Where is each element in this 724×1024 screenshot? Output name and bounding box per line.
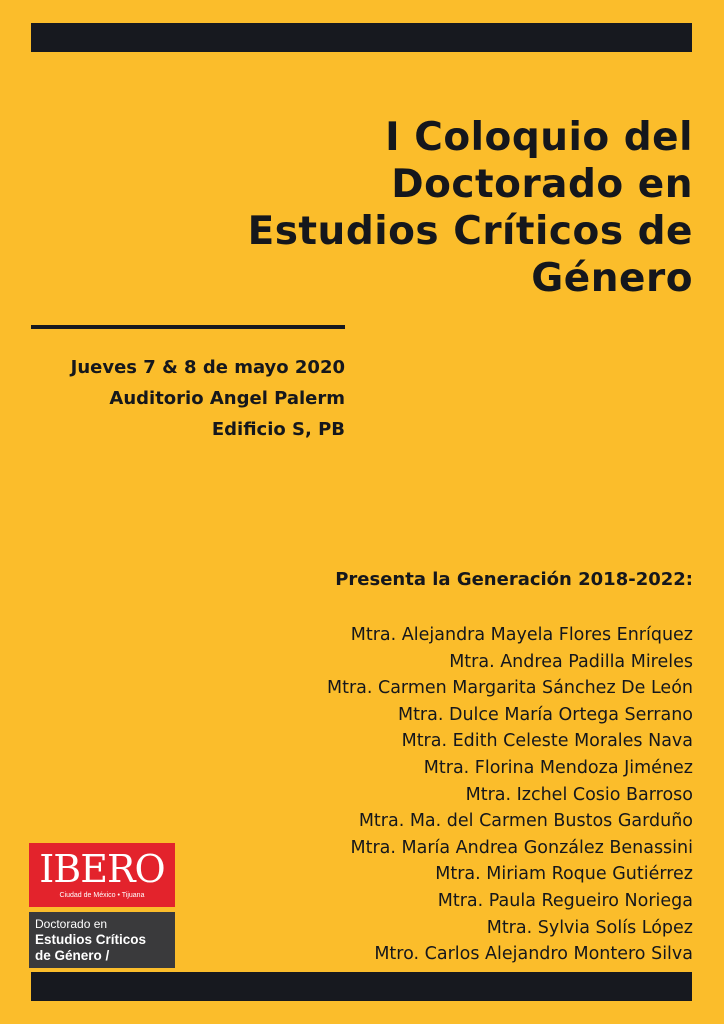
presenter-name: Mtro. Carlos Alejandro Montero Silva xyxy=(374,944,693,965)
top-bar xyxy=(31,23,692,52)
program-logo xyxy=(29,912,175,968)
ibero-subtitle: Ciudad de México • Tijuana xyxy=(59,892,145,899)
presenter-name: Mtra. Alejandra Mayela Flores Enríquez xyxy=(350,625,693,645)
event-details xyxy=(20,352,345,445)
program-line-1: Doctorado en xyxy=(35,917,108,931)
ibero-wordmark: IBERO xyxy=(39,847,165,891)
title-line-3: Estudios Críticos de xyxy=(247,209,693,254)
program-line-2: Estudios Críticos xyxy=(35,932,147,947)
presenter-name: Mtra. Ma. del Carmen Bustos Garduño xyxy=(358,811,693,832)
presenter-name: Mtra. Edith Celeste Morales Nava xyxy=(401,731,693,752)
presenter-name: Mtra. Florina Mendoza Jiménez xyxy=(423,757,693,778)
event-venue: Auditorio Angel Palerm xyxy=(109,388,345,409)
presenter-list xyxy=(233,622,693,968)
presenter-name: Mtra. Carmen Margarita Sánchez De León xyxy=(326,678,693,699)
title-line-1: I Coloquio del xyxy=(385,115,693,160)
event-building: Edificio S, PB xyxy=(211,419,345,440)
presenter-name: Mtra. Paula Regueiro Noriega xyxy=(437,890,693,911)
presenter-name: Mtra. Miriam Roque Gutiérrez xyxy=(435,864,693,885)
divider-rule xyxy=(31,325,345,329)
presenter-name: Mtra. Andrea Padilla Mireles xyxy=(449,651,693,672)
program-line-3: de Género / xyxy=(35,948,110,963)
presenter-name: Mtra. Dulce María Ortega Serrano xyxy=(397,704,693,725)
bottom-bar xyxy=(31,972,692,1001)
page-title xyxy=(133,114,693,302)
title-line-4: Género xyxy=(531,256,693,301)
presenter-name: Mtra. Sylvia Solís López xyxy=(486,917,693,938)
event-dates: Jueves 7 & 8 de mayo 2020 xyxy=(70,357,345,378)
presenter-name: Mtra. María Andrea González Benassini xyxy=(350,837,693,858)
ibero-logo xyxy=(29,843,175,907)
presenta-heading: Presenta la Generación 2018-2022: xyxy=(335,569,693,590)
title-line-2: Doctorado en xyxy=(391,162,693,207)
presenter-name: Mtra. Izchel Cosio Barroso xyxy=(465,784,693,805)
